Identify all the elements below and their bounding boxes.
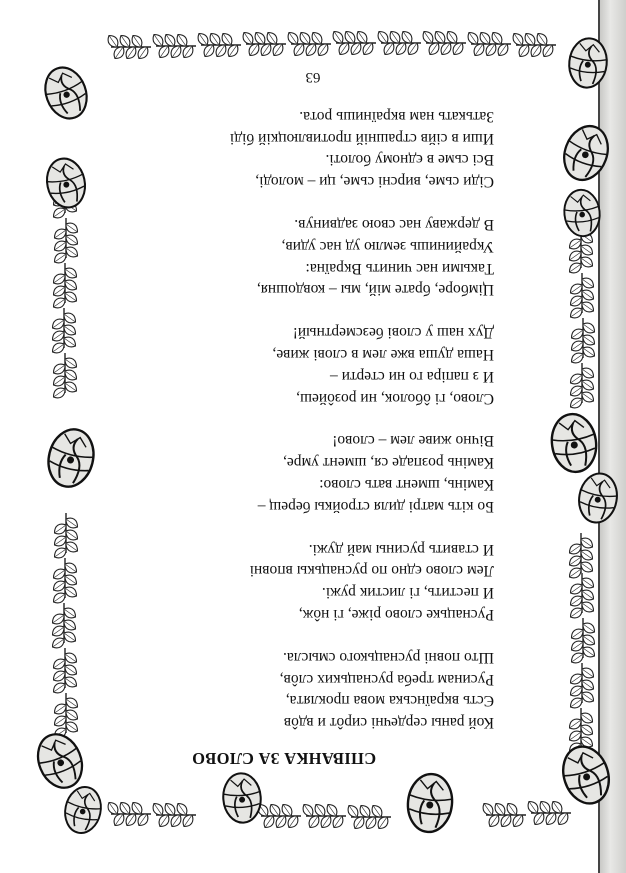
poem-line: Руснацьке слово ріже, гі нôж, [298, 606, 494, 624]
stanza [74, 105, 494, 192]
poem-line: Лем слово єдно по руснацькы вповні [249, 562, 494, 580]
poem-line: Иши в сійв страшній противлюцкій біді [229, 129, 494, 147]
poem-line: И з папіра го ни стерти – [330, 367, 494, 385]
poem-line: Русинам треба руснацьких слôв, [279, 670, 494, 688]
poem-line: Сіди сьме, вирсні сьме, ци – молоді, [255, 173, 494, 191]
poem-line: Всі сьме в єдному болоті. [325, 151, 494, 169]
top-garland [105, 799, 571, 831]
stanza [74, 646, 494, 733]
poem-line: Кой раны сердечні сирôт и вдôв [283, 714, 494, 732]
poem-line: Дух наш у слові безсмертный! [292, 324, 494, 342]
poem-line: Украйинишь землю уд нас удив, [281, 237, 494, 255]
stanza [74, 430, 494, 517]
poem-title: СПІВАНКА ЗА СЛОВО [191, 749, 377, 768]
poem-line: Што повні руснацького смысла. [283, 648, 494, 666]
poem-stanzas [74, 105, 494, 733]
stanza [74, 538, 494, 625]
poem-line: В державу нас свою задвинув. [294, 216, 494, 234]
poem-line: И ставить русины май дужі. [308, 540, 494, 558]
poem-line: Наша душа вже лем в слові живе, [272, 346, 494, 364]
stanza [74, 213, 494, 300]
poem-line: Єсть вкраїнська мова проклята, [285, 692, 494, 710]
poem-line: Такыми нас чинить Вкраїна: [305, 259, 494, 277]
poem-line: Цімборе, брате мій, мы – ковдошня, [256, 281, 494, 299]
poem-line: Камінь, шмент вать слово: [319, 476, 494, 494]
poem-line: Бо кіть матрі диля стройкы берещ – [257, 497, 494, 515]
poem-line: Затькать нам вкраїнишь рота. [299, 107, 494, 125]
poem-line: И пестить, гі листик ружі. [321, 584, 494, 602]
bottom-garland [105, 29, 556, 61]
poem [74, 84, 494, 769]
page-number: 63 [305, 69, 321, 85]
stanza [74, 321, 494, 408]
poem-line: Слово, гі ôболок, ни розôйеш, [296, 389, 494, 407]
poem-line: Камінь розпаде ся, шмент умре, [283, 454, 494, 472]
poem-line: Вічно живе лем – слово! [332, 432, 494, 450]
